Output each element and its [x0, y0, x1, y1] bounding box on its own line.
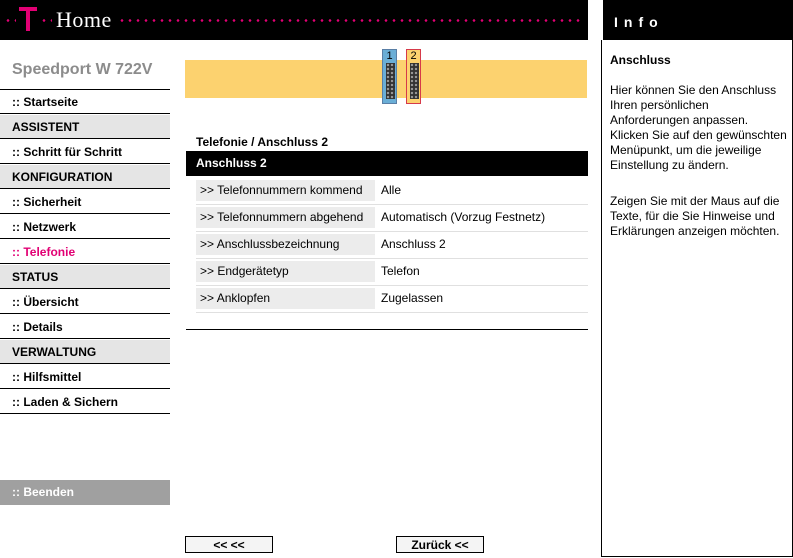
- port-2-label: 2: [410, 50, 417, 62]
- sidebar-section-status: STATUS: [0, 265, 170, 289]
- phone-socket-icon: [410, 63, 419, 99]
- sidebar-item-telefonie[interactable]: :: Telefonie: [0, 240, 170, 264]
- header-title: Home: [56, 7, 112, 32]
- info-heading: Anschluss: [610, 53, 671, 67]
- settings-row-label-link[interactable]: >> Endgerätetyp: [196, 261, 375, 282]
- port-2-selector[interactable]: [406, 49, 421, 104]
- info-text-1: Hier können Sie den Anschluss Ihren persönlichen Anforderungen anpassen. Klicken Sie auf den gewünschten Menüpunkt, um die jeweilige Einstellung zu ändern.: [610, 83, 787, 172]
- device-model: Speedport W 722V: [12, 61, 153, 78]
- logout-button[interactable]: :: Beenden: [0, 480, 170, 505]
- back-button[interactable]: Zurück <<: [396, 536, 484, 553]
- breadcrumb: Telefonie / Anschluss 2: [196, 135, 329, 149]
- settings-row: [196, 204, 588, 232]
- sidebar-item-hilfsmittel[interactable]: :: Hilfsmittel: [0, 365, 170, 389]
- section-header: Anschluss 2: [186, 151, 588, 176]
- settings-row-value: Anschluss 2: [381, 237, 446, 251]
- previous-button[interactable]: << <<: [185, 536, 273, 553]
- settings-row-value: Alle: [381, 183, 402, 197]
- settings-row-label-link[interactable]: >> Telefonnummern abgehend: [196, 207, 375, 228]
- sidebar-section-assistent: ASSISTENT: [0, 115, 170, 139]
- sidebar-section-konfiguration: KONFIGURATION: [0, 165, 170, 189]
- info-title: Info: [614, 14, 664, 30]
- info-text-2: Zeigen Sie mit der Maus auf die Texte, für die Sie Hinweise und Erklärungen anzeigen möchten.: [610, 194, 780, 238]
- sidebar-top-divider: [0, 89, 170, 90]
- settings-row: [196, 177, 588, 205]
- sidebar-section-verwaltung: VERWALTUNG: [0, 340, 170, 364]
- settings-row-value: Automatisch (Vorzug Festnetz): [381, 210, 546, 224]
- telekom-logo-icon: [18, 4, 38, 34]
- header-dots-left: [4, 19, 16, 22]
- sidebar-item-sicherheit[interactable]: :: Sicherheit: [0, 190, 170, 214]
- settings-row-label-link[interactable]: >> Anschlussbezeichnung: [196, 234, 375, 255]
- settings-row: [196, 231, 588, 259]
- sidebar-item-schritt-für-schritt[interactable]: :: Schritt für Schritt: [0, 140, 170, 164]
- settings-row-label-link[interactable]: >> Anklopfen: [196, 288, 375, 309]
- settings-row-value: Zugelassen: [381, 291, 444, 305]
- sidebar-item-startseite[interactable]: :: Startseite: [0, 90, 170, 114]
- settings-row-value: Telefon: [381, 264, 420, 278]
- sidebar-item-netzwerk[interactable]: :: Netzwerk: [0, 215, 170, 239]
- sidebar-item-details[interactable]: :: Details: [0, 315, 170, 339]
- sidebar-item-laden-sichern[interactable]: :: Laden & Sichern: [0, 390, 170, 414]
- table-end-divider: [186, 329, 588, 330]
- sidebar-item-übersicht[interactable]: :: Übersicht: [0, 290, 170, 314]
- header-dots-right: [118, 19, 584, 22]
- port-1-label: 1: [386, 50, 393, 62]
- phone-socket-icon: [386, 63, 395, 99]
- port-1-selector[interactable]: [382, 49, 397, 104]
- header-dots-mid: [40, 19, 52, 22]
- settings-row: [196, 258, 588, 286]
- settings-row: [196, 285, 588, 313]
- settings-row-label-link[interactable]: >> Telefonnummern kommend: [196, 180, 375, 201]
